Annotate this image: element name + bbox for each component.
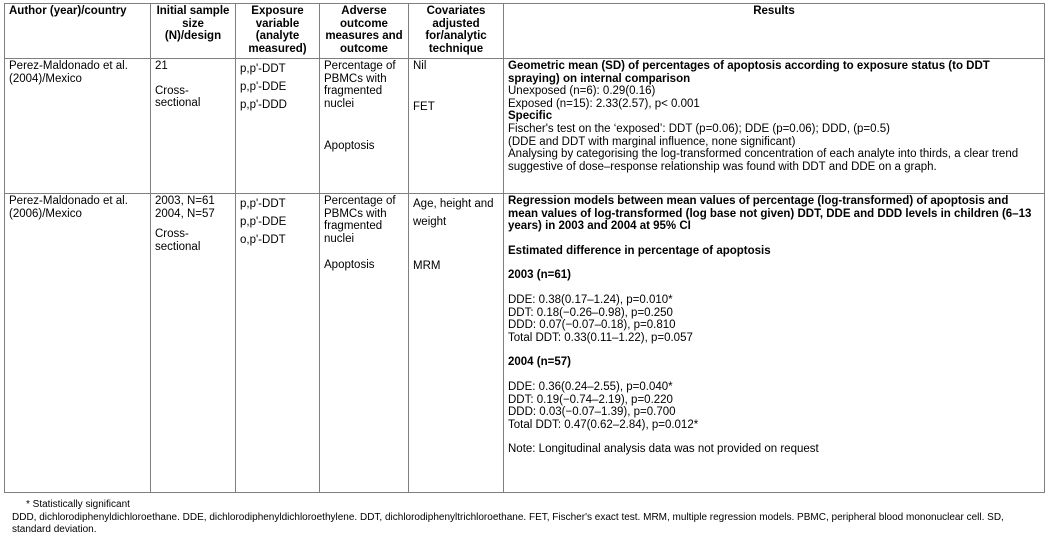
table-row [5,59,1045,194]
results-line: Analysing by categorising the log-transformed concentration of each analyte into thirds, a clear trend suggestive of dose–response relationship was found with DDT and DDE on a graph. [508,148,1019,173]
author-text: Perez-Maldonado et al. (2006)/Mexico [9,195,128,220]
results-line: (DDE and DDT with marginal influence, none significant) [508,135,796,148]
results-line: Unexposed (n=6): 0.29(0.16) [508,85,656,98]
header-covariates: Covariates adjusted for/analytic technique [409,4,504,59]
exposure-item: p,p'-DDT [240,63,286,75]
exposure-cell [236,194,320,493]
sample-size: 2003, N=61 [155,195,215,207]
table-footnotes [12,499,1016,537]
table-row [5,194,1045,493]
outcome-measure: Percentage of PBMCs with fragmented nuclei [324,60,396,110]
results-note: Note: Longitudinal analysis data was not provided on request [508,443,819,456]
results-cell [504,194,1045,493]
header-exposure: Exposure variable (analyte measured) [236,4,320,59]
results-subheading: 2004 (n=57) [508,356,571,369]
results-line: Exposed (n=15): 2.33(2.57), p< 0.001 [508,97,700,110]
outcome-cell [320,59,409,194]
outcome: Apoptosis [324,140,375,153]
covariates-cell [409,59,504,194]
analytic-technique: MRM [413,260,441,272]
sample-size: 2004, N=57 [155,207,215,220]
footnote-significance: * Statistically significant [26,499,130,510]
header-author: Author (year)/country [5,4,151,59]
exposure-item: o,p'-DDT [240,234,286,246]
exposure-item: p,p'-DDT [240,198,286,210]
exposure-item: p,p'-DDE [240,81,287,93]
results-line: DDT: 0.19(−0.74–2.19), p=0.220 [508,393,673,406]
footnote-abbreviations: DDD, dichlorodiphenyldichloroethane. DDE, dichlorodiphenyldichloroethylene. DDT, dichlorodiphenyltrichloroethane. FET, Fischer's exact test. MRM, multiple regression models. PBMC, peripheral blood mononuclear cell. SD, standard deviation. [12,511,1004,535]
results-line: Fischer's test on the ‘exposed’: DDT (p=0.06); DDE (p=0.06); DDD, (p=0.5) [508,122,890,135]
header-row [5,4,1045,59]
covariates-cell [409,194,504,493]
results-line: DDE: 0.38(0.17–1.24), p=0.010* [508,293,673,306]
results-subheading: Estimated difference in percentage of apoptosis [508,244,771,257]
author-cell [5,194,151,493]
exposure-item: p,p'-DDE [240,216,287,228]
results-line: DDD: 0.07(−0.07–0.18), p=0.810 [508,319,676,332]
results-title: Regression models between mean values of percentage (log-transformed) of apoptosis and mean values of log-transformed (log base not given) DDT, DDE and DDD levels in children (6–13 years) in 2003 and 2004 at 95% CI [508,195,1032,233]
covariates-text: Age, height and weight [413,198,494,228]
author-text: Perez-Maldonado et al. (2004)/Mexico [9,60,128,85]
header-results: Results [504,4,1045,59]
sample-size: 21 [155,60,168,72]
covariates-text: Nil [413,60,427,72]
results-subheading: Specific [508,110,553,123]
results-cell [504,59,1045,194]
sample-cell [151,194,236,493]
outcome: Apoptosis [324,259,375,272]
study-design: Cross-sectional [155,228,201,253]
study-design: Cross-sectional [155,84,201,110]
exposure-cell [236,59,320,194]
results-line: DDD: 0.03(−0.07–1.39), p=0.700 [508,406,676,419]
results-line: DDT: 0.18(−0.26–0.98), p=0.250 [508,306,673,319]
results-line: DDE: 0.36(0.24–2.55), p=0.040* [508,380,673,393]
analytic-technique: FET [413,100,435,113]
results-subheading: 2003 (n=61) [508,269,571,282]
header-sample: Initial sample size (N)/design [151,4,236,59]
author-cell [5,59,151,194]
results-table [4,3,1045,493]
header-outcome: Adverse outcome measures and outcome [320,4,409,59]
results-line: Total DDT: 0.33(0.11–1.22), p=0.057 [508,331,693,344]
results-title: Geometric mean (SD) of percentages of apoptosis according to exposure status (to DDT spraying) on internal comparison [508,60,990,85]
outcome-measure: Percentage of PBMCs with fragmented nuclei [324,195,396,245]
exposure-item: p,p'-DDD [240,99,287,111]
results-line: Total DDT: 0.47(0.62–2.84), p=0.012* [508,418,699,431]
outcome-cell [320,194,409,493]
sample-cell [151,59,236,194]
